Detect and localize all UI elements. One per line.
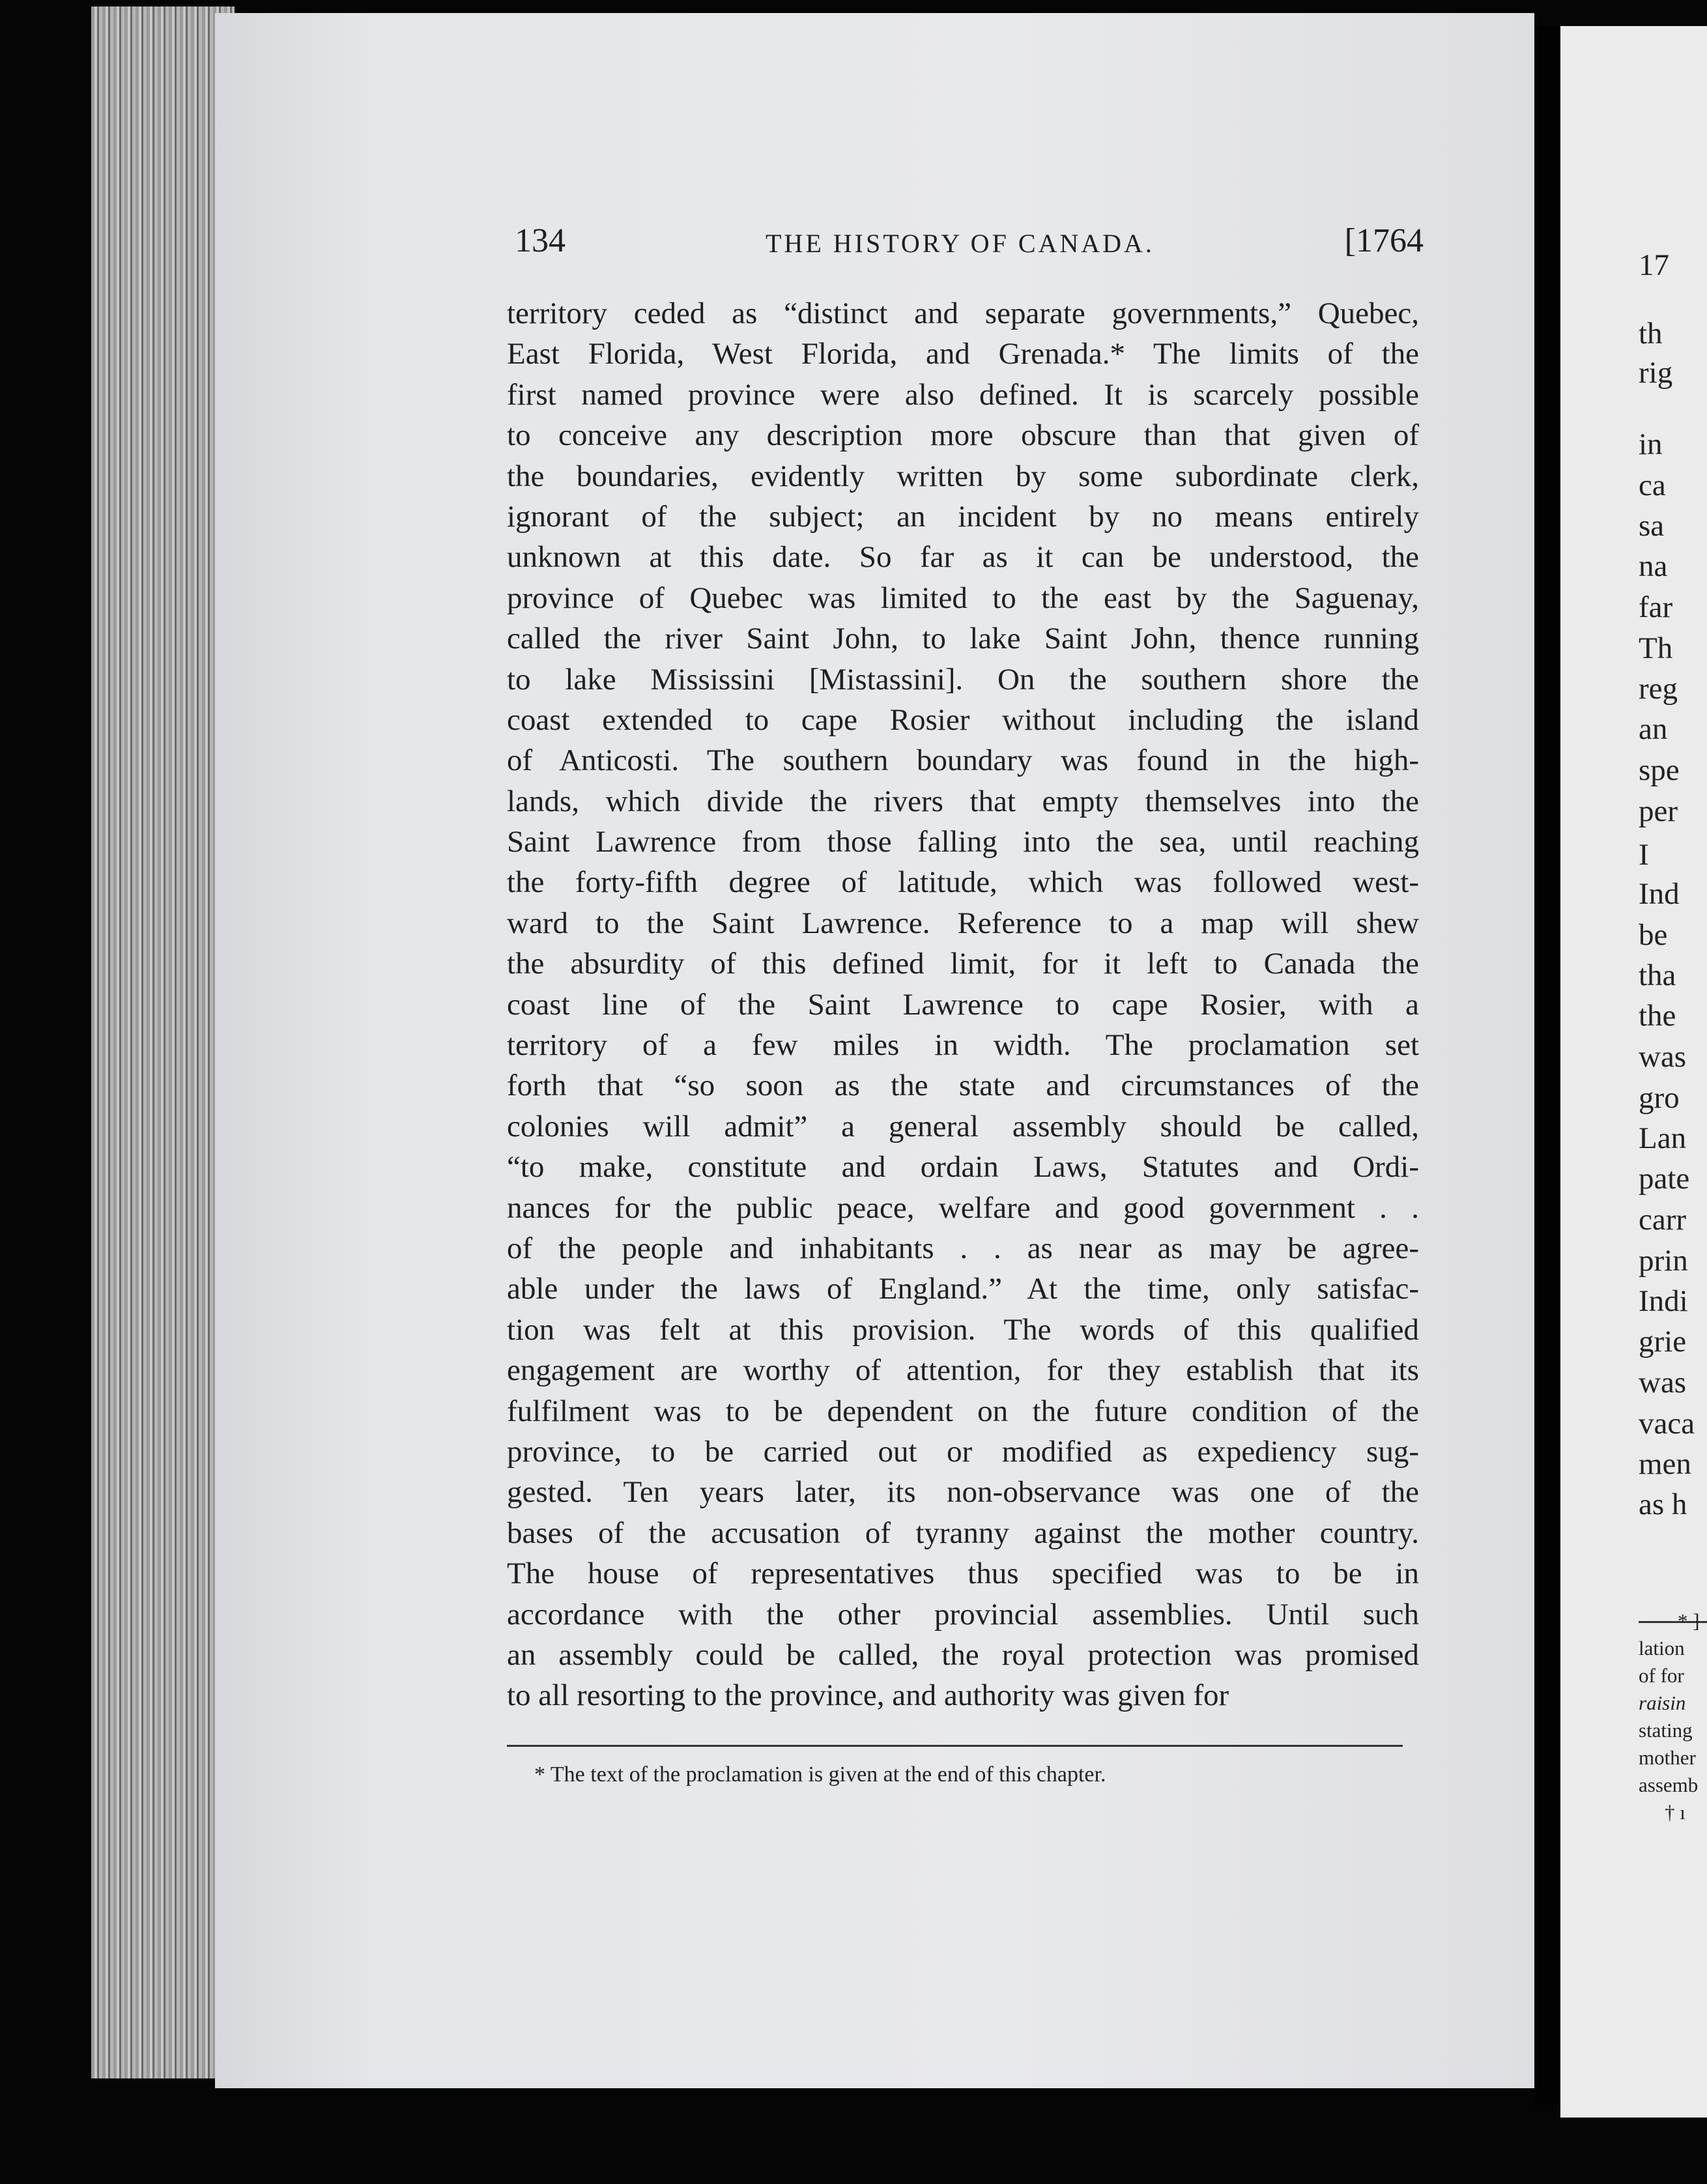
text-line: accordance with the other provincial assemblies. Until such — [507, 1597, 1419, 1631]
right-page-footnote-fragment: of for — [1639, 1664, 1684, 1687]
right-page-line-fragment: na — [1639, 549, 1668, 583]
text-line: first named province were also defined. It is scarcely possible — [507, 377, 1419, 412]
page-number: 134 — [515, 222, 566, 259]
text-line: colonies will admit” a general assembly should be called, — [507, 1109, 1419, 1143]
text-line: the boundaries, evidently written by some subordinate clerk, — [507, 459, 1419, 493]
text-line: unknown at this date. So far as it can be understood, the — [507, 540, 1419, 575]
right-page-line-fragment: Ind — [1639, 877, 1680, 911]
right-page-line-fragment: Th — [1639, 631, 1673, 665]
right-page-line-fragment: I — [1639, 838, 1649, 872]
text-line: engagement are worthy of attention, for they establish that its — [507, 1353, 1419, 1388]
text-line: of the people and inhabitants . . as near as may be agree- — [507, 1231, 1419, 1265]
right-page-footnote-fragment: * ] — [1678, 1609, 1700, 1632]
text-line: territory of a few miles in width. The proclamation set — [507, 1028, 1419, 1063]
right-page-footnote-fragment: † ı — [1665, 1801, 1685, 1824]
header-year: [1764 — [1344, 222, 1424, 259]
text-line: to lake Mississini [Mistassini]. On the southern shore the — [507, 662, 1419, 697]
page-edge-stack — [91, 7, 235, 2078]
text-line: nances for the public peace, welfare and good government . . — [507, 1190, 1419, 1225]
right-page-line-fragment: Indi — [1639, 1284, 1688, 1318]
text-line: called the river Saint John, to lake Saint John, thence running — [507, 622, 1419, 656]
text-line: the forty-fifth degree of latitude, which was followed west- — [507, 865, 1419, 900]
text-line: territory ceded as “distinct and separate governments,” Quebec, — [507, 296, 1419, 330]
text-line: able under the laws of England.” At the time, only satisfac- — [507, 1272, 1419, 1306]
right-page-line-fragment: Lan — [1639, 1121, 1687, 1155]
text-line: province, to be carried out or modified as expediency sug- — [507, 1434, 1419, 1469]
right-page — [1560, 26, 1707, 2118]
page-header — [515, 222, 1424, 280]
text-line: to all resorting to the province, and authority was given for — [507, 1678, 1229, 1713]
right-page-footnote-fragment: stating — [1639, 1719, 1693, 1742]
text-line: gested. Ten years later, its non-observance was one of the — [507, 1475, 1419, 1510]
book-gutter — [1534, 26, 1564, 2105]
text-line: of Anticosti. The southern boundary was found in the high- — [507, 743, 1419, 778]
text-line: ward to the Saint Lawrence. Reference to a map will shew — [507, 906, 1419, 940]
text-line: an assembly could be called, the royal protection was promised — [507, 1637, 1419, 1672]
text-line: coast extended to cape Rosier without including the island — [507, 702, 1419, 737]
footnote-rule — [507, 1745, 1403, 1747]
text-line: The house of representatives thus specified was to be in — [507, 1557, 1419, 1591]
text-line: lands, which divide the rivers that empty themselves into the — [507, 784, 1419, 818]
right-page-line-fragment: in — [1639, 427, 1663, 461]
right-page-line-fragment: tha — [1639, 958, 1676, 992]
text-line: bases of the accusation of tyranny against the mother country. — [507, 1516, 1419, 1550]
right-page-line-fragment: as h — [1639, 1487, 1687, 1521]
right-page-footnote-fragment: lation — [1639, 1637, 1685, 1660]
right-page-footnote-fragment: assemb — [1639, 1774, 1699, 1796]
right-page-line-fragment: pate — [1639, 1162, 1690, 1196]
body-text — [507, 293, 1419, 1716]
right-page-line-fragment: prin — [1639, 1244, 1688, 1278]
text-line: Saint Lawrence from those falling into the sea, until reaching — [507, 825, 1419, 859]
text-line: coast line of the Saint Lawrence to cape Rosier, with a — [507, 987, 1419, 1022]
text-line: forth that “so soon as the state and circumstances of the — [507, 1069, 1419, 1103]
text-line: province of Quebec was limited to the east by the Saguenay, — [507, 581, 1419, 615]
right-page-line-fragment: sa — [1639, 509, 1665, 543]
right-page-line-fragment: was — [1639, 1040, 1687, 1074]
right-page-line-fragment: the — [1639, 999, 1676, 1033]
right-page-line-fragment: spe — [1639, 753, 1680, 787]
right-page-line-fragment: be — [1639, 918, 1668, 952]
text-line: to conceive any description more obscure than that given of — [507, 418, 1419, 453]
text-line: the absurdity of this defined limit, for it left to Canada the — [507, 947, 1419, 981]
right-page-footnote-fragment: raisin — [1639, 1691, 1686, 1714]
right-page-line-fragment: far — [1639, 590, 1673, 624]
text-line: East Florida, West Florida, and Grenada.* The limits of the — [507, 337, 1419, 371]
right-page-line-fragment: grie — [1639, 1325, 1687, 1358]
running-title: THE HISTORY OF CANADA. — [766, 229, 1155, 258]
right-page-line-fragment: vaca — [1639, 1407, 1695, 1441]
right-page-line-fragment: rig — [1639, 356, 1673, 390]
footnote: * The text of the proclamation is given at the end of this chapter. — [534, 1762, 1106, 1787]
right-page-line-fragment: gro — [1639, 1081, 1680, 1115]
right-page-line-fragment: was — [1639, 1366, 1687, 1400]
right-page-line-fragment: ca — [1639, 468, 1666, 502]
text-line: tion was felt at this provision. The words of this qualified — [507, 1312, 1419, 1347]
right-page-line-fragment: per — [1639, 794, 1678, 828]
right-page-line-fragment: th — [1639, 317, 1663, 351]
right-page-footnote-fragment: mother — [1639, 1746, 1696, 1769]
text-line: ignorant of the subject; an incident by no means entirely — [507, 499, 1419, 534]
text-line: fulfilment was to be dependent on the future condition of the — [507, 1394, 1419, 1428]
text-line: “to make, constitute and ordain Laws, Statutes and Ordi- — [507, 1150, 1419, 1185]
right-page-line-fragment: men — [1639, 1447, 1691, 1481]
right-page-line-fragment: reg — [1639, 672, 1678, 706]
right-page-header-fragment: 17 — [1639, 248, 1669, 282]
right-page-line-fragment: carr — [1639, 1203, 1687, 1237]
right-page-line-fragment: an — [1639, 712, 1668, 746]
